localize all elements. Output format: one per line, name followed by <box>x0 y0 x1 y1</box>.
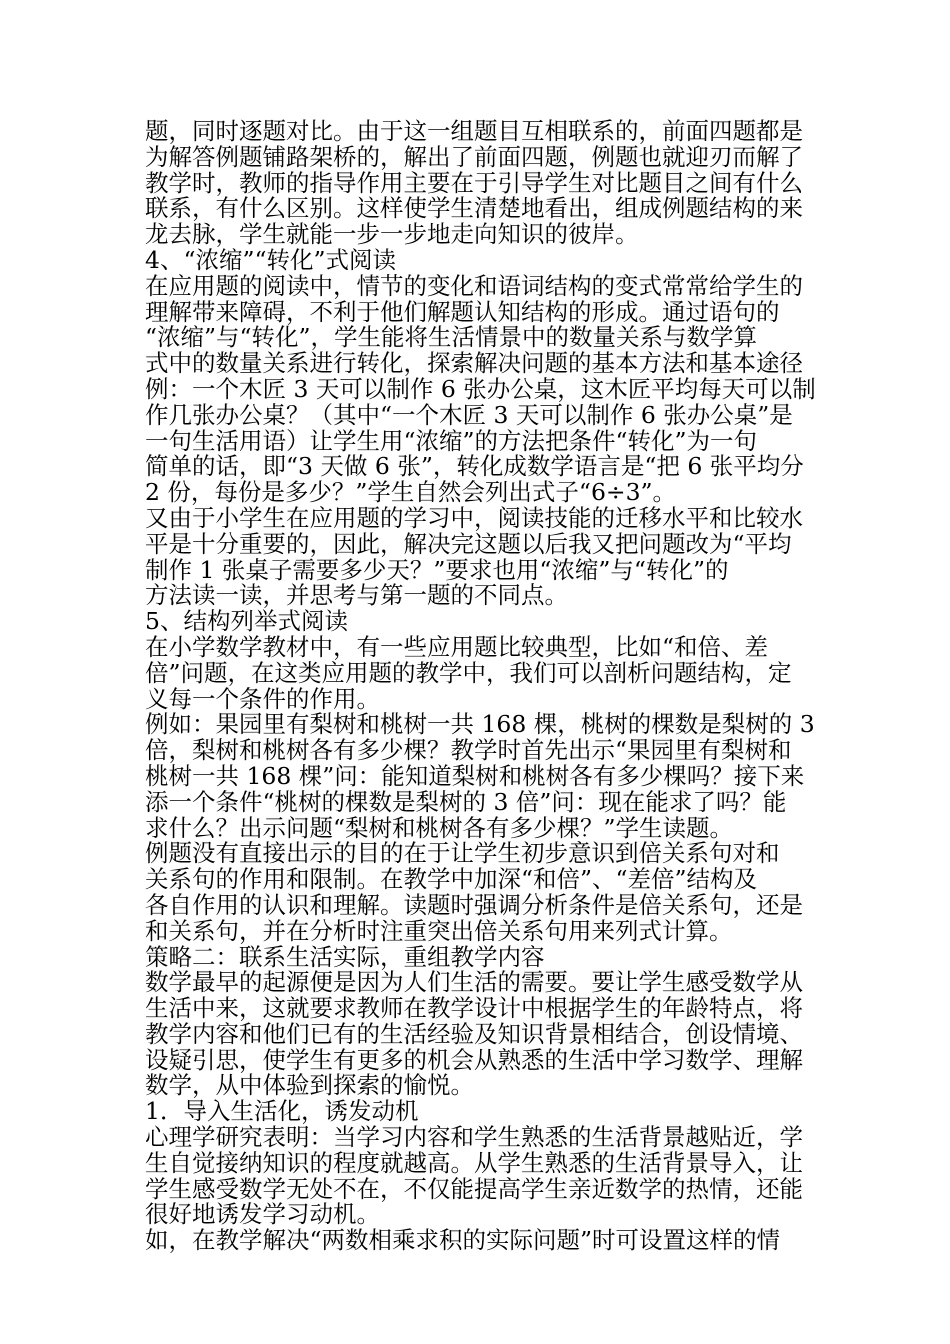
text-line: 又由于小学生在应用题的学习中，阅读技能的迁移水平和比较水 <box>145 503 803 532</box>
text-line: 很好地诱发学习动机。 <box>145 1200 380 1229</box>
text-line: 求什么？出示问题“梨树和桃树各有多少棵？”学生读题。 <box>145 813 734 842</box>
text-line: 数学最早的起源便是因为人们生活的需要。要让学生感受数学从 <box>145 968 803 997</box>
text-line: 简单的话，即“3 天做 6 张”，转化成数学语言是“把 6 张平均分 <box>145 452 804 481</box>
text-line: 作几张办公桌？（其中“一个木匠 3 天可以制作 6 张办公桌”是 <box>145 400 793 429</box>
text-line: 例：一个木匠 3 天可以制作 6 张办公桌，这木匠平均每天可以制 <box>145 374 816 403</box>
text-line: 关系句的作用和限制。在教学中加深“和倍”、“差倍”结构及 <box>145 865 758 894</box>
text-line: 生自觉接纳知识的程度就越高。从学生熟悉的生活背景导入，让 <box>145 1148 803 1177</box>
text-line: 在小学数学教材中，有一些应用题比较典型，比如“和倍、差 <box>145 632 769 661</box>
text-line: 联系，有什么区别。这样使学生清楚地看出，组成例题结构的来 <box>145 194 803 223</box>
text-line: 题，同时逐题对比。由于这一组题目互相联系的，前面四题都是 <box>145 117 803 145</box>
text-line: 添一个条件“桃树的棵数是梨树的 3 倍”问：现在能求了吗？能 <box>145 787 787 816</box>
section-heading: 4、“浓缩”“转化”式阅读 <box>145 245 397 274</box>
text-line: 教学时，教师的指导作用主要在于引导学生对比题目之间有什么 <box>145 168 803 197</box>
text-line: 和关系句，并在分析时注重突出倍关系句用来列式计算。 <box>145 916 733 945</box>
text-line: 数学，从中体验到探索的愉悦。 <box>145 1071 474 1100</box>
text-line: 设疑引思，使学生有更多的机会从熟悉的生活中学习数学、理解 <box>145 1045 803 1074</box>
text-line: 方法读一读，并思考与第一题的不同点。 <box>145 581 568 610</box>
section-heading: 5、结构列举式阅读 <box>145 607 348 636</box>
text-line: 平是十分重要的，因此，解决完这题以后我又把问题改为“平均 <box>145 529 792 558</box>
text-line: 倍”问题，在这类应用题的教学中，我们可以剖析问题结构，定 <box>145 658 792 687</box>
text-line: 制作 1 张桌子需要多少天？”要求也用“浓缩”与“转化”的 <box>145 555 729 584</box>
text-line: 桃树一共 168 棵”问：能知道梨树和桃树各有多少棵吗？接下来 <box>145 761 805 790</box>
text-line: 生活中来，这就要求教师在教学设计中根据学生的年龄特点，将 <box>145 994 803 1023</box>
text-line: 一句生活用语）让学生用“浓缩”的方法把条件“转化”为一句 <box>145 426 758 455</box>
text-line: 如，在教学解决“两数相乘求积的实际问题”时可设置这样的情 <box>145 1226 781 1255</box>
text-line: 例题没有直接出示的目的在于让学生初步意识到倍关系句对和 <box>145 839 780 868</box>
text-line: 在应用题的阅读中，情节的变化和语词结构的变式常常给学生的 <box>145 271 803 300</box>
text-line: 理解带来障碍，不利于他们解题认知结构的形成。通过语句的 <box>145 297 780 326</box>
text-line: 义每一个条件的作用。 <box>145 684 380 713</box>
text-line: 龙去脉，学生就能一步一步地走向知识的彼岸。 <box>145 220 639 249</box>
section-heading: 策略二：联系生活实际，重组教学内容 <box>145 942 545 971</box>
text-line: 倍，梨树和桃树各有多少棵？教学时首先出示“果园里有梨树和 <box>145 736 792 765</box>
section-heading: 1．导入生活化，诱发动机 <box>145 1097 419 1126</box>
text-line: 学生感受数学无处不在，不仅能提高学生亲近数学的热情，还能 <box>145 1174 803 1203</box>
text-line: 各自作用的认识和理解。读题时强调分析条件是倍关系句，还是 <box>145 890 803 919</box>
text-line: “浓缩”与“转化”，学生能将生活情景中的数量关系与数学算 <box>145 323 758 352</box>
text-line: 式中的数量关系进行转化，探索解决问题的基本方法和基本途径 <box>145 349 803 378</box>
text-line: 2 份，每份是多少？”学生自然会列出式子“6÷3”。 <box>145 478 677 507</box>
text-line: 教学内容和他们已有的生活经验及知识背景相结合，创设情境、 <box>145 1019 803 1048</box>
text-line: 为解答例题铺路架桥的，解出了前面四题，例题也就迎刃而解了 <box>145 142 803 171</box>
document-page <box>145 117 816 1255</box>
text-line: 心理学研究表明：当学习内容和学生熟悉的生活背景越贴近，学 <box>145 1123 803 1152</box>
text-line: 例如：果园里有梨树和桃树一共 168 棵，桃树的棵数是梨树的 3 <box>145 710 815 739</box>
